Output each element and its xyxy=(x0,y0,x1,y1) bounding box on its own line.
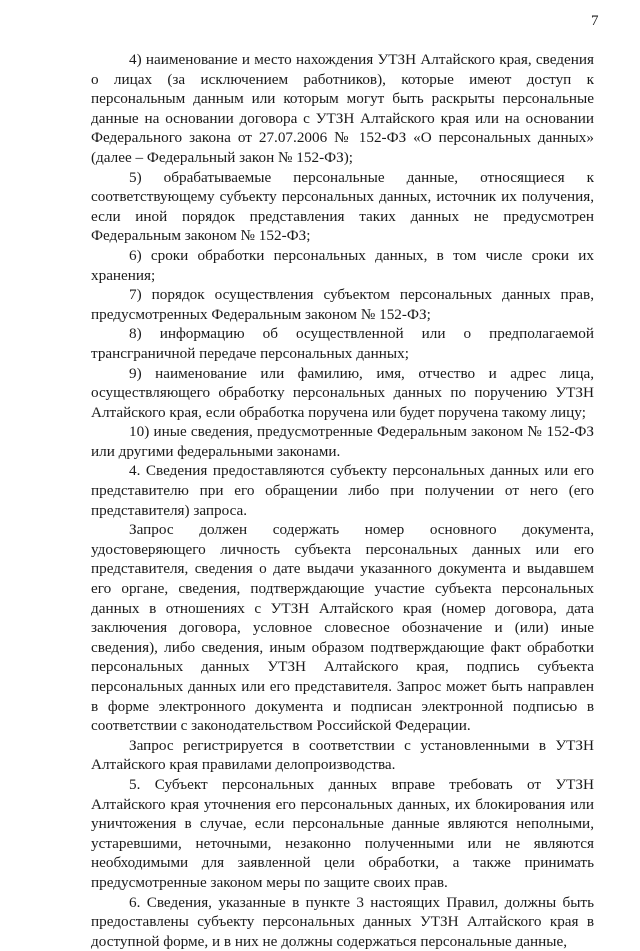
page-number: 7 xyxy=(591,13,599,29)
paragraph-request-registration: Запрос регистрируется в соответствии с установленными в УТЗН Алтайского края правилами делопроизводства. xyxy=(91,736,594,774)
paragraph-section-5: 5. Субъект персональных данных вправе требовать от УТЗН Алтайского края уточнения его персональных данных, их блокирования или уничтожения в случае, если персональные данные являются неполными, устаревшими, неточными, незаконно полученными или не являются необходимыми для заявленной цели обработки, а также принимать предусмотренные законом меры по защите своих прав. xyxy=(91,775,594,891)
paragraph-section-4: 4. Сведения предоставляются субъекту персональных данных или его представителю при его обращении либо при получении от него (его представителя) запроса. xyxy=(91,462,594,519)
document-body xyxy=(91,50,594,951)
paragraph-request-content: Запрос должен содержать номер основного документа, удостоверяющего личность субъекта персональных данных или его представителя, сведения о дате выдачи указанного документа и выдавшем его органе, сведения, подтверждающие участие субъекта персональных данных в отношениях с УТЗН Алтайского края (номер договора, дата заключения договора, условное словесное обозначение и (или) иные сведения), либо сведения, иным образом подтверждающие факт обработки персональных данных УТЗН Алтайского края, подпись субъекта персональных данных или его представителя. Запрос может быть направлен в форме электронного документа и подписан электронной подписью в соответствии с законодательством Российской Федерации. xyxy=(91,521,594,735)
paragraph-item-6: 6) сроки обработки персональных данных, в том числе сроки их хранения; xyxy=(91,246,594,284)
paragraph-item-7: 7) порядок осуществления субъектом персональных данных прав, предусмотренных Федеральным законом № 152-ФЗ; xyxy=(91,286,594,323)
paragraph-item-8: 8) информацию об осуществленной или о предполагаемой трансграничной передаче персональных данных; xyxy=(91,325,594,362)
paragraph-item-5: 5) обрабатываемые персональные данные, относящиеся к соответствующему субъекту персональных данных, источник их получения, если иной порядок представления таких данных не предусмотрен Федеральным законом № 152-ФЗ; xyxy=(91,168,594,245)
paragraph-item-9: 9) наименование или фамилию, имя, отчество и адрес лица, осуществляющего обработку персональных данных по поручению УТЗН Алтайского края, если обработка поручена или будет поручена такому лицу; xyxy=(91,364,594,421)
paragraph-item-4: 4) наименование и место нахождения УТЗН Алтайского края, сведения о лицах (за исключением работников), которые имеют доступ к персональным данным или которым могут быть раскрыты персональные данные на основании договора с УТЗН Алтайского края или на основании Федерального закона от 27.07.2006 № 152-ФЗ «О персональных данных» (далее – Федеральный закон № 152-ФЗ); xyxy=(91,51,594,166)
paragraph-section-6: 6. Сведения, указанные в пункте 3 настоящих Правил, должны быть предоставлены субъекту персональных данных УТЗН Алтайского края в доступной форме, и в них не должны содержаться персональные данные, xyxy=(91,893,594,950)
paragraph-item-10: 10) иные сведения, предусмотренные Федеральным законом № 152-ФЗ или другими федеральными законами. xyxy=(91,423,594,460)
